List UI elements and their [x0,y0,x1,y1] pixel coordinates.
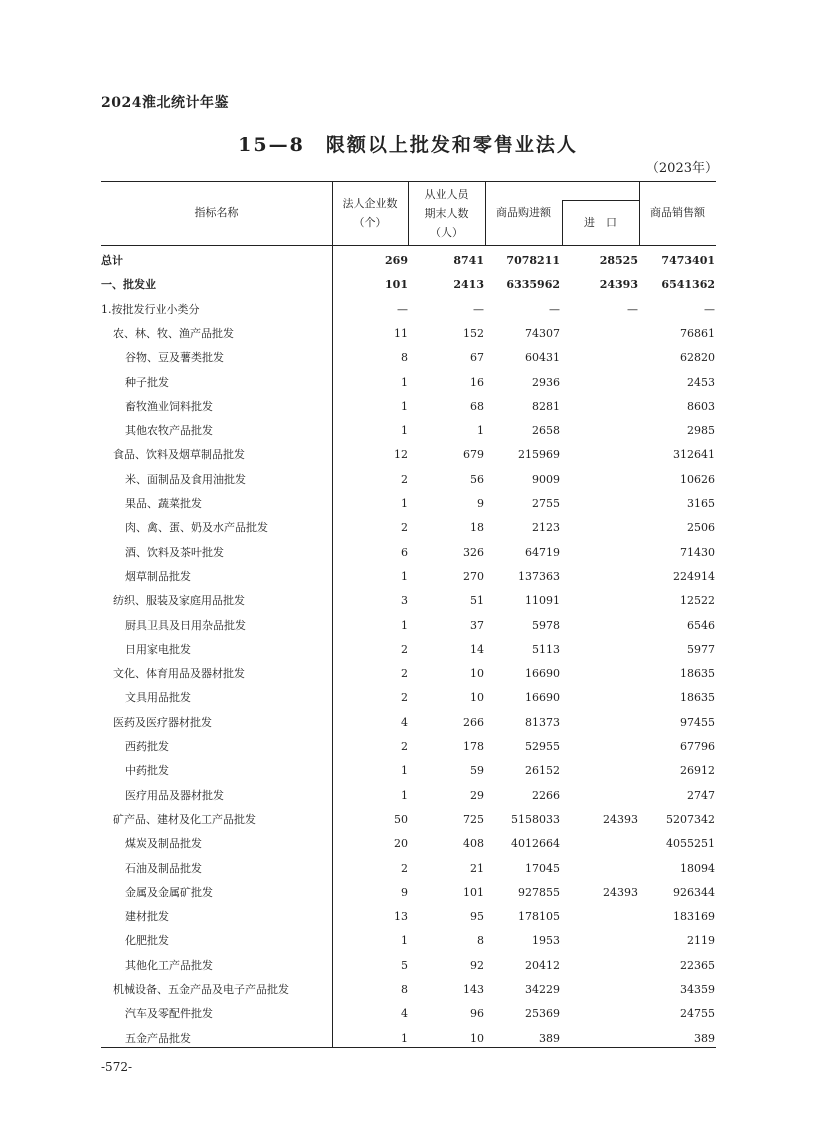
cell-employees: 101 [463,885,484,899]
cell-imports: 24393 [603,885,638,899]
cell-enterprises: 1 [401,375,408,389]
cell-name: 1.按批发行业小类分 [101,302,200,316]
cell-employees: 10 [470,1031,484,1045]
cell-employees: 8 [477,934,484,948]
cell-name: 机械设备、五金产品及电子产品批发 [113,983,289,996]
cell-purchases: 927855 [518,885,560,899]
table-row [101,395,716,419]
cell-enterprises: 1 [401,788,408,802]
cell-employees: 21 [470,861,484,875]
cell-purchases: 389 [539,1031,560,1045]
cell-purchases: 34229 [525,983,560,996]
cell-employees: 143 [463,983,484,996]
cell-sales: 2985 [687,424,715,438]
cell-sales: 3165 [687,497,715,510]
cell-sales: 183169 [673,910,715,924]
cell-sales: 224914 [673,569,715,583]
table-row [101,589,716,613]
cell-purchases: 9009 [532,472,560,486]
table-row [101,832,716,856]
cell-employees: 408 [463,837,484,851]
cell-employees: 18 [470,521,484,535]
cell-enterprises: 1 [401,569,408,583]
cell-sales: 2119 [687,934,715,948]
cell-name: 酒、饮料及茶叶批发 [125,545,224,559]
table-row [101,638,716,662]
cell-sales: 312641 [673,448,715,462]
cell-employees: 96 [470,1007,484,1021]
cell-name: 矿产品、建材及化工产品批发 [113,812,256,826]
cell-enterprises: 1 [401,1031,408,1045]
table-row [101,371,716,395]
cell-sales: 6546 [687,618,715,632]
cell-sales: 389 [694,1031,715,1045]
cell-sales: 67796 [680,740,715,753]
cell-imports: 24393 [603,812,638,826]
cell-sales: — [704,302,715,316]
cell-name: 米、面制品及食用油批发 [125,472,246,486]
table-row [101,443,716,467]
cell-enterprises: 2 [401,691,408,705]
table-row [101,298,716,322]
cell-employees: 178 [463,740,484,753]
cell-employees: 270 [463,569,484,583]
table-row [101,662,716,686]
cell-purchases: — [549,302,560,316]
cell-enterprises: 8 [401,351,408,365]
cell-enterprises: 12 [394,448,408,462]
cell-employees: 95 [470,910,484,924]
cell-purchases: 20412 [525,958,560,972]
cell-purchases: 26152 [525,764,560,778]
cell-sales: 24755 [680,1007,715,1021]
cell-sales: 2506 [687,521,715,535]
cell-enterprises: 50 [394,812,408,826]
cell-sales: 2453 [687,375,715,389]
cell-employees: 51 [470,594,484,608]
cell-name: 果品、蔬菜批发 [125,497,202,510]
cell-enterprises: 2 [401,472,408,486]
table-header-rule [101,245,716,246]
cell-sales: 18635 [680,691,715,705]
table-title: 15—8 限额以上批发和零售业法人 [238,134,578,156]
cell-enterprises: 2 [401,642,408,656]
table-row [101,419,716,443]
table-row [101,905,716,929]
table-row [101,881,716,905]
header-imports: 进 口 [584,216,617,229]
table-row [101,322,716,346]
cell-purchases: 5978 [532,618,560,632]
cell-purchases: 25369 [525,1007,560,1021]
cell-imports: 28525 [599,254,638,267]
cell-purchases: 2658 [532,424,560,438]
cell-sales: 26912 [680,764,715,778]
cell-employees: 1 [477,424,484,438]
cell-enterprises: 2 [401,740,408,753]
cell-purchases: 178105 [518,910,560,924]
running-head: 2024淮北统计年鉴 [101,95,229,111]
cell-name: 其他化工产品批发 [125,958,213,972]
cell-employees: 725 [463,812,484,826]
table-row [101,273,716,297]
table-row [101,711,716,735]
cell-purchases: 2755 [532,497,560,510]
cell-employees: 29 [470,788,484,802]
cell-sales: 22365 [680,958,715,972]
cell-enterprises: 1 [401,424,408,438]
cell-sales: 926344 [673,885,715,899]
cell-purchases: 1953 [532,934,560,948]
cell-sales: 4055251 [666,837,715,851]
cell-purchases: 2936 [532,375,560,389]
cell-purchases: 137363 [518,569,560,583]
cell-purchases: 5158033 [511,812,560,826]
cell-name: 厨具卫具及日用杂品批发 [125,618,246,632]
header-sales: 商品销售额 [650,206,705,219]
cell-employees: 10 [470,691,484,705]
cell-name: 医疗用品及器材批发 [125,788,224,802]
cell-name: 五金产品批发 [125,1031,191,1045]
table-row [101,929,716,953]
cell-enterprises: 9 [401,885,408,899]
cell-enterprises: 1 [401,497,408,510]
table-row [101,492,716,516]
cell-employees: — [473,302,484,316]
cell-purchases: 81373 [525,715,560,729]
cell-sales: 8603 [687,399,715,413]
cell-enterprises: 2 [401,667,408,681]
cell-name: 纺织、服装及家庭用品批发 [113,594,245,608]
table-row [101,1027,716,1051]
cell-purchases: 4012664 [511,837,560,851]
table-row [101,346,716,370]
cell-name: 建材批发 [125,910,169,924]
table-row [101,565,716,589]
table-row [101,808,716,832]
cell-enterprises: 11 [394,326,408,340]
table-row [101,857,716,881]
cell-enterprises: 2 [401,521,408,535]
cell-name: 农、林、牧、渔产品批发 [113,326,234,340]
cell-name: 汽车及零配件批发 [125,1007,213,1021]
cell-employees: 37 [470,618,484,632]
cell-enterprises: 8 [401,983,408,996]
cell-employees: 10 [470,667,484,681]
cell-employees: 56 [470,472,484,486]
cell-purchases: 6335962 [506,278,560,292]
cell-enterprises: 1 [401,764,408,778]
page-number: -572- [101,1060,133,1074]
cell-purchases: 2123 [532,521,560,535]
cell-sales: 18094 [680,861,715,875]
cell-enterprises: 1 [401,399,408,413]
cell-enterprises: 101 [385,278,408,292]
cell-enterprises: 1 [401,618,408,632]
cell-name: 文化、体育用品及器材批发 [113,667,245,681]
cell-sales: 7473401 [661,254,715,267]
cell-sales: 2747 [687,788,715,802]
cell-name: 日用家电批发 [125,642,191,656]
table-row [101,541,716,565]
cell-enterprises: 3 [401,594,408,608]
cell-purchases: 74307 [525,326,560,340]
cell-sales: 6541362 [661,278,715,292]
cell-name: 食品、饮料及烟草制品批发 [113,448,245,462]
cell-enterprises: 4 [401,1007,408,1021]
table-row [101,759,716,783]
cell-employees: 68 [470,399,484,413]
cell-imports: 24393 [599,278,638,292]
cell-name: 谷物、豆及薯类批发 [125,351,224,365]
sub-header-rule [562,200,639,201]
cell-purchases: 215969 [518,448,560,462]
cell-sales: 76861 [680,326,715,340]
cell-employees: 326 [463,545,484,559]
cell-sales: 18635 [680,667,715,681]
table-row [101,614,716,638]
cell-purchases: 16690 [525,667,560,681]
cell-purchases: 2266 [532,788,560,802]
cell-purchases: 7078211 [506,254,560,267]
cell-employees: 8741 [453,254,484,267]
cell-employees: 9 [477,497,484,510]
cell-enterprises: 269 [385,254,408,267]
cell-enterprises: — [397,302,408,316]
cell-purchases: 52955 [525,740,560,753]
table-row [101,784,716,808]
cell-purchases: 5113 [532,642,560,656]
cell-sales: 97455 [680,715,715,729]
cell-name: 总计 [101,254,123,267]
cell-purchases: 17045 [525,861,560,875]
cell-name: 畜牧渔业饲料批发 [125,399,213,413]
cell-enterprises: 6 [401,545,408,559]
cell-purchases: 64719 [525,545,560,559]
cell-name: 一、批发业 [101,278,156,292]
table-row [101,468,716,492]
cell-employees: 2413 [453,278,484,292]
cell-employees: 14 [470,642,484,656]
cell-name: 西药批发 [125,740,169,753]
header-enterprises: 法人企业数 （个） [342,197,398,229]
cell-enterprises: 1 [401,934,408,948]
cell-sales: 34359 [680,983,715,996]
cell-purchases: 11091 [525,594,560,608]
cell-name: 石油及制品批发 [125,861,202,875]
cell-purchases: 16690 [525,691,560,705]
table-row [101,516,716,540]
table-row [101,1002,716,1026]
cell-employees: 152 [463,326,484,340]
table-row [101,686,716,710]
cell-name: 烟草制品批发 [125,569,191,583]
cell-name: 化肥批发 [125,934,169,948]
cell-enterprises: 5 [401,958,408,972]
cell-sales: 10626 [680,472,715,486]
table-row [101,954,716,978]
cell-name: 其他农牧产品批发 [125,424,213,438]
table-row [101,978,716,1002]
header-name: 指标名称 [194,206,239,219]
cell-employees: 16 [470,375,484,389]
header-purchases: 商品购进额 [496,206,551,219]
cell-sales: 5977 [687,642,715,656]
cell-name: 金属及金属矿批发 [125,885,213,899]
cell-employees: 59 [470,764,484,778]
table-row [101,735,716,759]
cell-name: 中药批发 [125,764,169,778]
year-note: （2023年） [645,161,718,176]
header-employees: 从业人员 期末人数 （人） [424,188,469,239]
cell-name: 文具用品批发 [125,691,191,705]
cell-employees: 266 [463,715,484,729]
cell-enterprises: 4 [401,715,408,729]
cell-name: 医药及医疗器材批发 [113,715,212,729]
cell-sales: 12522 [680,594,715,608]
cell-sales: 5207342 [666,812,715,826]
cell-employees: 679 [463,448,484,462]
cell-enterprises: 2 [401,861,408,875]
cell-enterprises: 13 [394,910,408,924]
cell-name: 煤炭及制品批发 [125,837,202,851]
cell-enterprises: 20 [394,837,408,851]
cell-sales: 62820 [680,351,715,365]
cell-employees: 92 [470,958,484,972]
cell-imports: — [627,302,638,316]
cell-name: 种子批发 [125,375,169,389]
cell-employees: 67 [470,351,484,365]
cell-sales: 71430 [680,545,715,559]
cell-name: 肉、禽、蛋、奶及水产品批发 [125,521,268,535]
cell-purchases: 8281 [532,399,560,413]
cell-purchases: 60431 [525,351,560,365]
table-row [101,249,716,273]
